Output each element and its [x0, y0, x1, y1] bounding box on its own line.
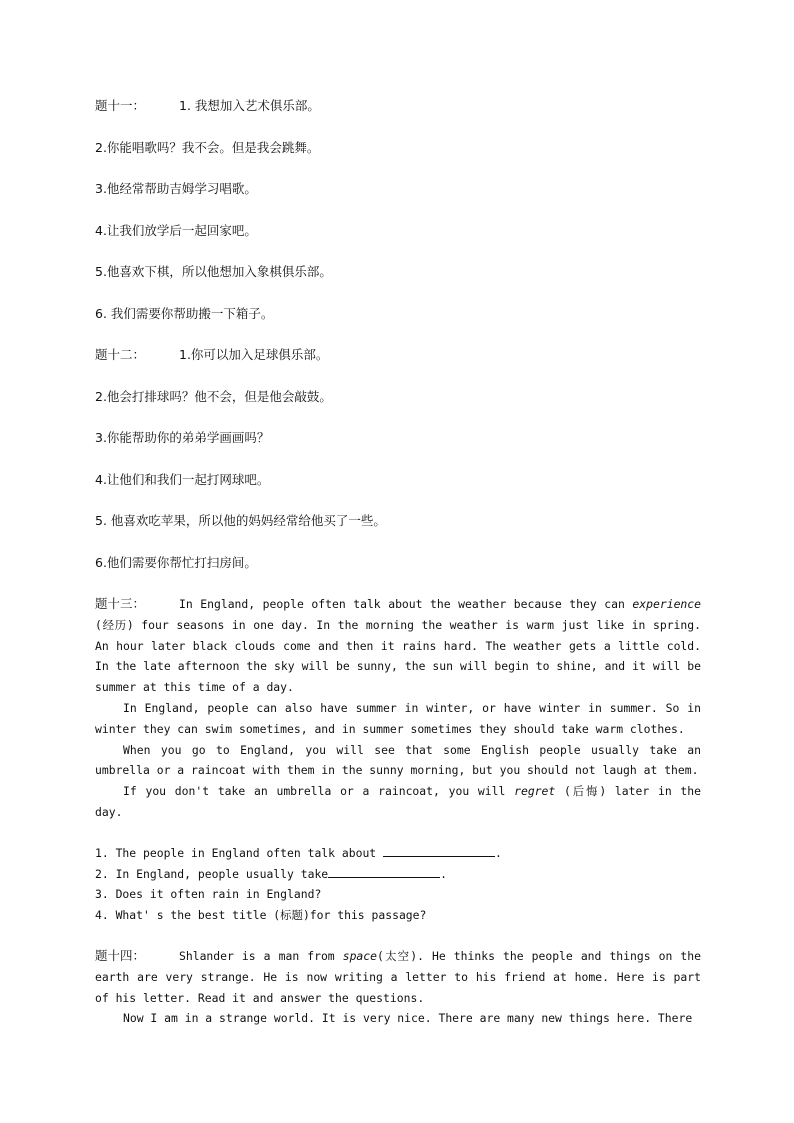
s14-p1-a: Shlander is a man from: [179, 948, 343, 963]
spacer: [95, 823, 701, 843]
s11-line-3: 3.他经常帮助吉姆学习唱歌。: [95, 181, 257, 196]
s11-tag: 题十一：: [95, 98, 146, 113]
s13-q2-text: 2. In England, people usually take: [95, 866, 329, 881]
answer-blank-2[interactable]: [328, 867, 440, 878]
document-page: [95, 96, 701, 1029]
s12-tag: 题十二：: [95, 347, 146, 362]
spacer: [95, 926, 701, 946]
s13-p4-b: (后悔) later in the day.: [95, 784, 701, 819]
s12-line-3: 3.你能帮助你的弟弟学画画吗？: [95, 430, 270, 445]
s14-p1-word: space: [342, 948, 378, 963]
s12-line-1: [95, 345, 701, 387]
s13-paragraph-3: When you go to England, you will see that some English people usually take an umbrella or a raincoat with them in the sunny morning, but you should not laugh at them.: [95, 742, 701, 778]
s13-q1-end: .: [495, 845, 502, 860]
s11-line-5: 5.他喜欢下棋，所以他想加入象棋俱乐部。: [95, 264, 332, 279]
s14-passage: [95, 946, 701, 1029]
s13-question-3: 3. Does it often rain in England?: [95, 887, 322, 902]
s11-line-2: 2.你能唱歌吗？我不会。但是我会跳舞。: [95, 139, 320, 155]
s13-paragraph-1: [95, 594, 701, 698]
s12-line-6: 6.他们需要你帮忙打扫房间。: [95, 554, 257, 570]
s13-q1-text: 1. The people in England often talk about: [95, 845, 384, 860]
s13-p4-word: regret: [514, 784, 556, 799]
s11-text-1: 1. 我想加入艺术俱乐部。: [179, 98, 320, 113]
s12-line-4: 4.让他们和我们一起打网球吧。: [95, 471, 270, 487]
s14-paragraph-2: Now I am in a strange world. It is very nice. There are many new things here. There: [123, 1011, 693, 1026]
s12-text-1: 1.你可以加入足球俱乐部。: [179, 347, 329, 362]
s13-p1-word: experience: [632, 597, 701, 611]
s13-paragraph-4: [95, 781, 701, 823]
s13-q2-end: .: [440, 866, 448, 881]
s13-tag: 题十三：: [95, 596, 146, 611]
s13-p4-a: If you don't take an umbrella or a raincoat, you will: [123, 784, 515, 799]
s14-paragraph-1: [95, 946, 701, 1008]
answer-blank-1[interactable]: [383, 846, 495, 857]
s11-line-4: 4.让我们放学后一起回家吧。: [95, 222, 257, 238]
s14-p1-b: (太空). He thinks the people and things on the earth are very strange. He is now writing a letter to his friend at home. Here is part of his letter. Read it and answer the questions.: [95, 948, 701, 1005]
s13-passage: [95, 594, 701, 823]
s13-p1-a: In England, people often talk about the weather because they can: [179, 597, 633, 611]
s13-paragraph-2: In England, people can also have summer in winter, or have winter in summer. So in winter they can swim sometimes, and in summer sometimes they should take warm clothes.: [95, 700, 701, 736]
s13-question-2: [95, 864, 701, 885]
s11-line-1: [95, 96, 701, 138]
s11-line-6: 6. 我们需要你帮助搬一下箱子。: [95, 305, 274, 321]
s13-p1-b: (经历) four seasons in one day. In the morning the weather is warm just like in spring. An hour later black clouds come and then it rains hard. The weather gets a little cold. In the late afternoon the sky will be sunny, the sun will begin to shine, and it will be summer at this time of a day.: [95, 617, 701, 695]
s14-tag: 题十四：: [95, 947, 146, 963]
s12-line-5: 5. 他喜欢吃苹果，所以他的妈妈经常给他买了一些。: [95, 513, 386, 528]
s13-question-4: 4. What' s the best title (标题)for this passage?: [95, 908, 427, 923]
s12-line-2: 2.他会打排球吗？他不会，但是他会敲鼓。: [95, 388, 332, 404]
s13-question-1: [95, 843, 701, 864]
